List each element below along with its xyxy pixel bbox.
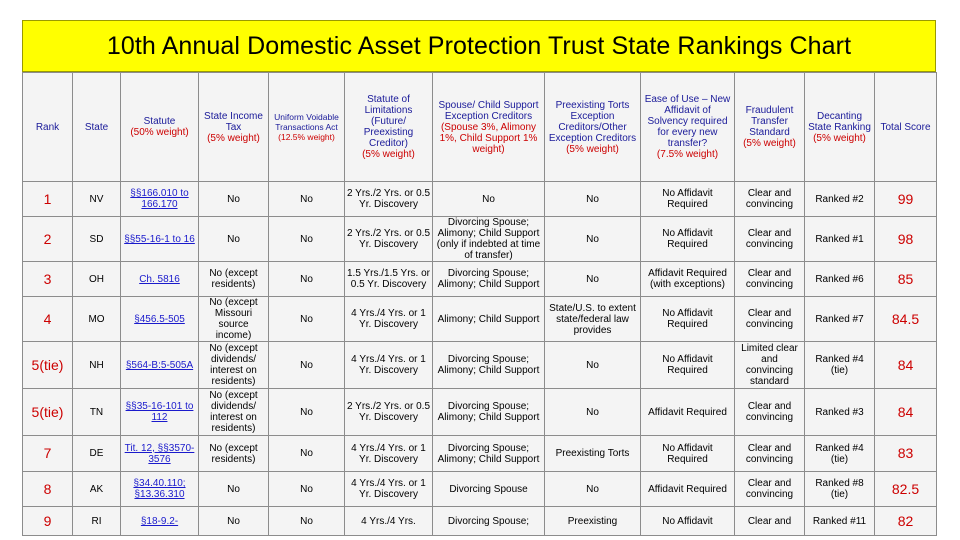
ease-cell: No Affidavit Required <box>641 436 735 472</box>
header-row <box>23 73 937 182</box>
statute-link-text[interactable]: §§35-16-101 to 112 <box>125 401 194 423</box>
ease-cell: Affidavit Required <box>641 472 735 507</box>
rank-cell: 8 <box>23 472 73 507</box>
income-tax-cell: No <box>199 507 269 536</box>
statute-link <box>121 472 199 507</box>
score-cell: 85 <box>875 262 937 297</box>
statute-link <box>121 182 199 217</box>
spouse-cell: Alimony; Child Support <box>433 297 545 342</box>
statute-link-text[interactable]: §456.5-505 <box>134 313 185 325</box>
utva-cell: No <box>269 297 345 342</box>
limitations-cell: 2 Yrs./2 Yrs. or 0.5 Yr. Discovery <box>345 389 433 436</box>
decanting-cell: Ranked #2 <box>805 182 875 217</box>
state-cell: NV <box>73 182 121 217</box>
statute-link-text[interactable]: §18-9.2- <box>140 515 179 527</box>
statute-link <box>121 217 199 262</box>
statute-link-text[interactable]: Ch. 5816 <box>139 273 180 285</box>
score-cell: 82 <box>875 507 937 536</box>
header-ease: Ease of Use – New Affidavit of Solvency required for every new transfer? (7.5% weight) <box>641 73 735 182</box>
table-row <box>23 262 937 297</box>
ease-cell: No Affidavit Required <box>641 217 735 262</box>
decanting-cell: Ranked #4 (tie) <box>805 436 875 472</box>
rankings-sheet <box>22 20 936 529</box>
rank-cell: 2 <box>23 217 73 262</box>
income-tax-cell: No (except dividends/ interest on residents) <box>199 389 269 436</box>
header-spouse: Spouse/ Child Support Exception Creditors (Spouse 3%, Alimony 1%, Child Support 1% weight) <box>433 73 545 182</box>
limitations-cell: 4 Yrs./4 Yrs. or 1 Yr. Discovery <box>345 436 433 472</box>
statute-link-text[interactable]: §34.40.110; §13.36.310 <box>133 478 186 500</box>
decanting-cell: Ranked #7 <box>805 297 875 342</box>
spouse-cell: No <box>433 182 545 217</box>
utva-cell: No <box>269 342 345 389</box>
score-cell: 84.5 <box>875 297 937 342</box>
header-utva: Uniform Voidable Transactions Act (12.5% weight) <box>269 73 345 182</box>
state-cell: NH <box>73 342 121 389</box>
fraud-cell: Clear and <box>735 507 805 536</box>
torts-cell: No <box>545 472 641 507</box>
score-cell: 84 <box>875 389 937 436</box>
utva-cell: No <box>269 436 345 472</box>
decanting-cell: Ranked #3 <box>805 389 875 436</box>
header-state: State <box>73 73 121 182</box>
table-row <box>23 217 937 262</box>
score-cell: 83 <box>875 436 937 472</box>
statute-link <box>121 262 199 297</box>
income-tax-cell: No (except residents) <box>199 262 269 297</box>
limitations-cell: 1.5 Yrs./1.5 Yrs. or 0.5 Yr. Discovery <box>345 262 433 297</box>
decanting-cell: Ranked #1 <box>805 217 875 262</box>
header-torts: Preexisting Torts Exception Creditors/Other Exception Creditors (5% weight) <box>545 73 641 182</box>
income-tax-cell: No <box>199 217 269 262</box>
ease-cell: No Affidavit Required <box>641 297 735 342</box>
state-cell: TN <box>73 389 121 436</box>
header-decanting: Decanting State Ranking (5% weight) <box>805 73 875 182</box>
fraud-cell: Clear and convincing <box>735 182 805 217</box>
title-bar <box>22 20 936 72</box>
fraud-cell: Clear and convincing <box>735 472 805 507</box>
spouse-cell: Divorcing Spouse; Alimony; Child Support <box>433 342 545 389</box>
ease-cell: Affidavit Required <box>641 389 735 436</box>
table-row <box>23 436 937 472</box>
decanting-cell: Ranked #4 (tie) <box>805 342 875 389</box>
rankings-table <box>22 72 937 536</box>
spouse-cell: Divorcing Spouse; <box>433 507 545 536</box>
income-tax-cell: No (except residents) <box>199 436 269 472</box>
torts-cell: No <box>545 217 641 262</box>
fraud-cell: Clear and convincing <box>735 389 805 436</box>
utva-cell: No <box>269 217 345 262</box>
ease-cell: No Affidavit Required <box>641 182 735 217</box>
statute-link <box>121 297 199 342</box>
statute-link <box>121 342 199 389</box>
statute-link <box>121 436 199 472</box>
ease-cell: No Affidavit Required <box>641 342 735 389</box>
spouse-cell: Divorcing Spouse; Alimony; Child Support <box>433 262 545 297</box>
torts-cell: Preexisting Torts <box>545 436 641 472</box>
state-cell: AK <box>73 472 121 507</box>
decanting-cell: Ranked #11 <box>805 507 875 536</box>
utva-cell: No <box>269 507 345 536</box>
state-cell: RI <box>73 507 121 536</box>
statute-link-text[interactable]: §564-B:5-505A <box>125 359 194 371</box>
rank-cell: 3 <box>23 262 73 297</box>
ease-cell: Affidavit Required (with exceptions) <box>641 262 735 297</box>
spouse-cell: Divorcing Spouse; Alimony; Child Support <box>433 389 545 436</box>
state-cell: DE <box>73 436 121 472</box>
limitations-cell: 4 Yrs./4 Yrs. or 1 Yr. Discovery <box>345 342 433 389</box>
limitations-cell: 4 Yrs./4 Yrs. <box>345 507 433 536</box>
utva-cell: No <box>269 182 345 217</box>
rank-cell: 1 <box>23 182 73 217</box>
table-row <box>23 472 937 507</box>
fraud-cell: Clear and convincing <box>735 297 805 342</box>
state-cell: SD <box>73 217 121 262</box>
score-cell: 99 <box>875 182 937 217</box>
utva-cell: No <box>269 262 345 297</box>
score-cell: 84 <box>875 342 937 389</box>
spouse-cell: Divorcing Spouse <box>433 472 545 507</box>
rank-cell: 4 <box>23 297 73 342</box>
table-row <box>23 389 937 436</box>
state-cell: OH <box>73 262 121 297</box>
statute-link-text[interactable]: §§55-16-1 to 16 <box>124 233 195 245</box>
ease-cell: No Affidavit <box>641 507 735 536</box>
torts-cell: No <box>545 342 641 389</box>
table-row <box>23 507 937 536</box>
torts-cell: Preexisting <box>545 507 641 536</box>
limitations-cell: 2 Yrs./2 Yrs. or 0.5 Yr. Discovery <box>345 182 433 217</box>
header-limitations: Statute of Limitations (Future/ Preexisting Creditor) (5% weight) <box>345 73 433 182</box>
income-tax-cell: No <box>199 472 269 507</box>
utva-cell: No <box>269 472 345 507</box>
page-title: 10th Annual Domestic Asset Protection Trust State Rankings Chart <box>106 31 852 60</box>
header-total: Total Score <box>875 73 937 182</box>
rank-cell: 5(tie) <box>23 342 73 389</box>
spouse-cell: Divorcing Spouse; Alimony; Child Support (only if indebted at time of transfer) <box>433 217 545 262</box>
header-fraud: Fraudulent Transfer Standard (5% weight) <box>735 73 805 182</box>
score-cell: 82.5 <box>875 472 937 507</box>
torts-cell: No <box>545 182 641 217</box>
header-statute: Statute (50% weight) <box>121 73 199 182</box>
rank-cell: 7 <box>23 436 73 472</box>
torts-cell: No <box>545 262 641 297</box>
decanting-cell: Ranked #8 (tie) <box>805 472 875 507</box>
statute-link <box>121 507 199 536</box>
state-cell: MO <box>73 297 121 342</box>
income-tax-cell: No <box>199 182 269 217</box>
torts-cell: State/U.S. to extent state/federal law provides <box>545 297 641 342</box>
statute-link <box>121 389 199 436</box>
fraud-cell: Limited clear and convincing standard <box>735 342 805 389</box>
rank-cell: 9 <box>23 507 73 536</box>
income-tax-cell: No (except dividends/ interest on residents) <box>199 342 269 389</box>
table-row <box>23 342 937 389</box>
table-row <box>23 297 937 342</box>
spouse-cell: Divorcing Spouse; Alimony; Child Support <box>433 436 545 472</box>
header-rank: Rank <box>23 73 73 182</box>
header-income-tax: State Income Tax (5% weight) <box>199 73 269 182</box>
torts-cell: No <box>545 389 641 436</box>
table-row <box>23 182 937 217</box>
decanting-cell: Ranked #6 <box>805 262 875 297</box>
rank-cell: 5(tie) <box>23 389 73 436</box>
score-cell: 98 <box>875 217 937 262</box>
limitations-cell: 4 Yrs./4 Yrs. or 1 Yr. Discovery <box>345 472 433 507</box>
fraud-cell: Clear and convincing <box>735 217 805 262</box>
fraud-cell: Clear and convincing <box>735 262 805 297</box>
income-tax-cell: No (except Missouri source income) <box>199 297 269 342</box>
limitations-cell: 4 Yrs./4 Yrs. or 1 Yr. Discovery <box>345 297 433 342</box>
utva-cell: No <box>269 389 345 436</box>
statute-link-text[interactable]: §§166.010 to 166.170 <box>130 188 189 210</box>
fraud-cell: Clear and convincing <box>735 436 805 472</box>
statute-link-text[interactable]: Tit. 12, §§3570-3576 <box>124 442 195 465</box>
limitations-cell: 2 Yrs./2 Yrs. or 0.5 Yr. Discovery <box>345 217 433 262</box>
